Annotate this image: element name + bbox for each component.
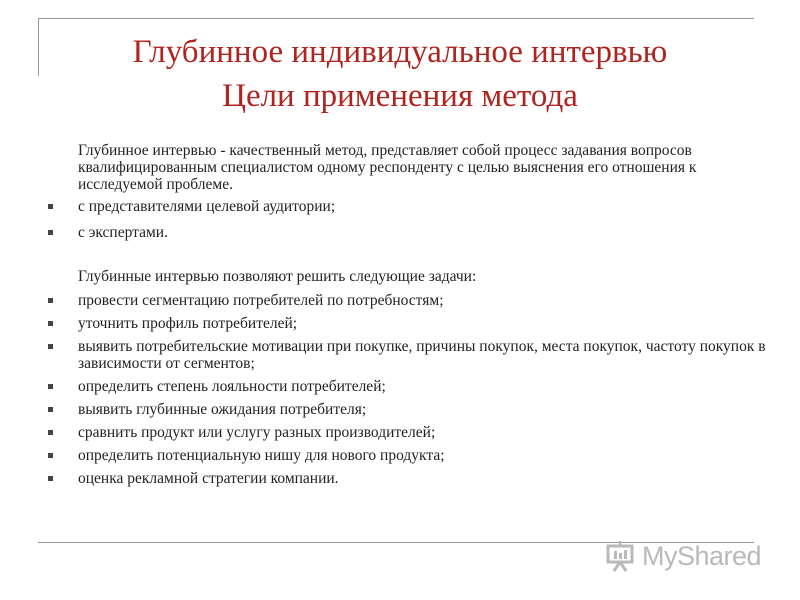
intro-paragraph: Глубинное интервью - качественный метод, представляет собой процесс задавания вопросов квалифицированным специалистом одному респонденту с целью выяснения его отношения к исследуемой проблеме. [78, 142, 697, 193]
list-item: уточнить профиль потребителей; [48, 315, 768, 332]
watermark-text: MyShared [642, 540, 762, 571]
list-item: выявить глубинные ожидания потребителя; [48, 401, 768, 418]
bullet-icon [48, 453, 53, 458]
list-item: с представителями целевой аудитории; [48, 198, 768, 215]
bullet-icon [48, 430, 53, 435]
left-rule [38, 18, 39, 76]
tasks-heading: Глубинные интервью позволяют решить следующие задачи: [78, 268, 477, 285]
list-item: с экспертами. [48, 224, 768, 241]
list-item: сравнить продукт или услугу разных производителей; [48, 424, 768, 441]
bullet-icon [48, 476, 53, 481]
list-item: провести сегментацию потребителей по потребностям; [48, 292, 768, 309]
list-item: определить потенциальную нишу для нового продукта; [48, 447, 768, 464]
bullet-icon [48, 204, 53, 209]
tasks-list [48, 292, 768, 487]
watermark[interactable] [606, 538, 761, 574]
bullet-icon [48, 321, 53, 326]
intro-list [48, 198, 768, 241]
list-item: определить степень лояльности потребителей; [48, 378, 768, 395]
presentation-board-icon [606, 540, 636, 572]
bullet-icon [48, 407, 53, 412]
list-item: выявить потребительские мотивации при покупке, причины покупок, места покупок, частоту покупок в зависимости от сегментов; [48, 338, 768, 372]
title-line-1: Глубинное индивидуальное интервью [132, 34, 668, 70]
slide-title [40, 30, 760, 118]
list-item: оценка рекламной стратегии компании. [48, 470, 768, 487]
slide-body [48, 142, 768, 487]
bullet-icon [48, 230, 53, 235]
bullet-icon [48, 298, 53, 303]
bullet-icon [48, 384, 53, 389]
bullet-icon [48, 344, 53, 349]
top-rule [38, 18, 754, 19]
title-line-2: Цели применения метода [222, 78, 578, 114]
